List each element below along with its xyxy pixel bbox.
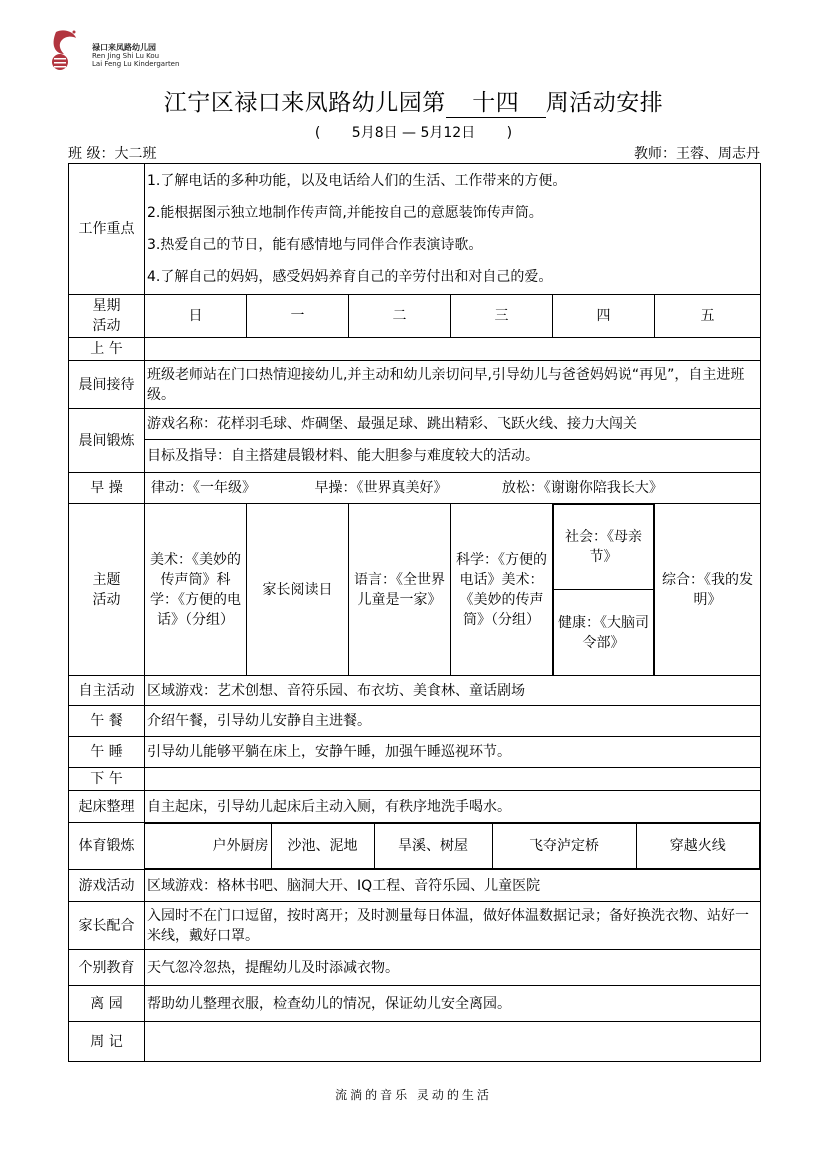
pe-inner <box>145 823 760 869</box>
pe-item: 穿越火线 <box>636 824 760 869</box>
lunch-row <box>69 706 761 737</box>
theme-thu-top: 社会：《母亲节》 <box>554 505 654 590</box>
days-label-line2: 活动 <box>92 318 121 334</box>
drill-label: 早 操 <box>69 473 145 504</box>
exercise-games: 游戏名称：花样羽毛球、炸碉堡、最强足球、跳出精彩、飞跃火线、接力大闯关 <box>145 409 761 440</box>
individual-row <box>69 950 761 986</box>
lunch-label: 午 餐 <box>69 706 145 737</box>
days-row <box>69 295 761 338</box>
exercise-row <box>69 409 761 440</box>
nap-label: 午 睡 <box>69 737 145 768</box>
wake-text: 自主起床，引导幼儿起床后主动入厕，有秩序地洗手喝水。 <box>145 791 761 823</box>
am-row <box>69 338 761 361</box>
reception-label: 晨间接待 <box>69 361 145 409</box>
pe-item: 户外厨房 <box>145 824 271 869</box>
day-tue: 二 <box>349 295 451 338</box>
weekly-label: 周 记 <box>69 1022 145 1062</box>
free-row <box>69 676 761 706</box>
title-prefix: 江宁区禄口来凤路幼儿园第 <box>163 90 446 116</box>
nap-text: 引导幼儿能够平躺在床上，安静午睡，加强午睡巡视环节。 <box>145 737 761 768</box>
weekly-row <box>69 1022 761 1062</box>
exercise-goal-row <box>69 440 761 473</box>
theme-label-line2: 活动 <box>92 591 121 608</box>
drill-main: 早操：《世界真美好》 <box>314 480 448 496</box>
parents-label: 家长配合 <box>69 902 145 950</box>
free-label: 自主活动 <box>69 676 145 706</box>
weekly-plan-table <box>68 163 761 1062</box>
days-label <box>69 295 145 338</box>
individual-label: 个别教育 <box>69 950 145 986</box>
wake-row <box>69 791 761 823</box>
am-empty <box>145 338 761 361</box>
day-mon: 一 <box>247 295 349 338</box>
exercise-label: 晨间锻炼 <box>69 409 145 473</box>
work-item: 2.能根据图示独立地制作传声筒,并能按自己的意愿装饰传声筒。 <box>147 205 543 221</box>
weekly-text <box>145 1022 761 1062</box>
date-close: ) <box>506 125 513 141</box>
day-sun: 日 <box>145 295 247 338</box>
kindergarten-logo-icon <box>44 28 84 72</box>
title-suffix: 周活动安排 <box>545 90 664 116</box>
day-wed: 三 <box>451 295 553 338</box>
theme-thu <box>553 504 655 676</box>
work-item: 1.了解电话的多种功能，以及电话给人们的生活、工作带来的方便。 <box>147 173 567 189</box>
theme-fri: 综合：《我的发明》 <box>655 504 761 676</box>
day-thu: 四 <box>553 295 655 338</box>
theme-thu-bottom: 健康：《大脑司令部》 <box>554 590 654 675</box>
pe-item: 沙池、泥地 <box>271 824 374 869</box>
logo-sub2: Lai Feng Lu Kindergarten <box>92 60 180 68</box>
teacher-info: 教师：王蓉、周志丹 <box>634 146 760 162</box>
theme-wed: 科学：《方便的电话》美术：《美妙的传声筒》（分组） <box>451 504 553 676</box>
work-item: 3.热爱自己的节日，能有感情地与同伴合作表演诗歌。 <box>147 237 483 253</box>
pe-item: 飞夺泸定桥 <box>492 824 636 869</box>
theme-label-line1: 主题 <box>92 571 121 588</box>
drill-content <box>145 473 761 504</box>
nap-row <box>69 737 761 768</box>
page-title <box>0 84 827 118</box>
exercise-goal: 目标及指导：自主搭建晨锻材料、能大胆参与难度较大的活动。 <box>145 440 761 473</box>
free-text: 区域游戏：艺术创想、音符乐园、布衣坊、美食林、童话剧场 <box>145 676 761 706</box>
theme-thu-split <box>553 504 654 675</box>
logo-sub1: Ren Jing Shi Lu Kou <box>92 52 160 60</box>
day-fri: 五 <box>655 295 761 338</box>
work-item: 4.了解自己的妈妈，感受妈妈养育自己的辛劳付出和对自己的爱。 <box>147 269 553 285</box>
drill-rhythm: 律动：《一年级》 <box>151 480 256 496</box>
parents-text: 入园时不在门口逗留，按时离开；及时测量每日体温，做好体温数据记录；备好换洗衣物、站好一米线，戴好口罩。 <box>145 902 761 950</box>
logo-text <box>92 44 179 68</box>
work-label: 工作重点 <box>69 164 145 295</box>
parents-row <box>69 902 761 950</box>
pe-item: 旱溪、树屋 <box>374 824 492 869</box>
days-label-line1: 星期 <box>92 298 121 314</box>
reception-row <box>69 361 761 409</box>
work-row <box>69 164 761 295</box>
week-number: 十四 <box>446 84 546 118</box>
pe-label: 体育锻炼 <box>69 823 145 870</box>
theme-row <box>69 504 761 676</box>
class-name: 大二班 <box>114 146 157 162</box>
wake-label: 起床整理 <box>69 791 145 823</box>
kindergarten-logo <box>44 28 194 74</box>
games-row <box>69 870 761 902</box>
leave-label: 离 园 <box>69 986 145 1022</box>
leave-row <box>69 986 761 1022</box>
pe-items <box>145 823 761 870</box>
drill-row <box>69 473 761 504</box>
date-range-text: 5月8日 — 5月12日 <box>351 125 476 141</box>
individual-text: 天气忽冷忽热，提醒幼儿及时添减衣物。 <box>145 950 761 986</box>
date-range <box>0 122 827 142</box>
theme-tue: 语言：《全世界儿童是一家》 <box>349 504 451 676</box>
leave-text: 帮助幼儿整理衣服，检查幼儿的情况，保证幼儿安全离园。 <box>145 986 761 1022</box>
class-label: 班 级： <box>68 146 115 162</box>
lunch-text: 介绍午餐，引导幼儿安静自主进餐。 <box>145 706 761 737</box>
reception-text: 班级老师站在门口热情迎接幼儿,并主动和幼儿亲切问早,引导幼儿与爸爸妈妈说“再见”，自主进班级。 <box>145 361 761 409</box>
class-info <box>68 143 156 163</box>
pe-row <box>69 823 761 870</box>
pm-row <box>69 768 761 791</box>
logo-name: 禄口来凤路幼儿园 <box>92 43 156 52</box>
am-label: 上 午 <box>69 338 145 361</box>
date-open: ( <box>314 125 321 141</box>
theme-label <box>69 504 145 676</box>
games-label: 游戏活动 <box>69 870 145 902</box>
footer-slogan: 流淌的音乐 灵动的生活 <box>335 1088 492 1102</box>
work-items <box>145 164 761 295</box>
theme-mon: 家长阅读日 <box>247 504 349 676</box>
pm-label: 下 午 <box>69 768 145 791</box>
pm-empty <box>145 768 761 791</box>
drill-relax: 放松：《谢谢你陪我长大》 <box>501 480 663 496</box>
theme-sun: 美术：《美妙的传声筒》科学：《方便的电话》（分组） <box>145 504 247 676</box>
games-text: 区域游戏：格林书吧、脑洞大开、IQ工程、音符乐园、儿童医院 <box>145 870 761 902</box>
